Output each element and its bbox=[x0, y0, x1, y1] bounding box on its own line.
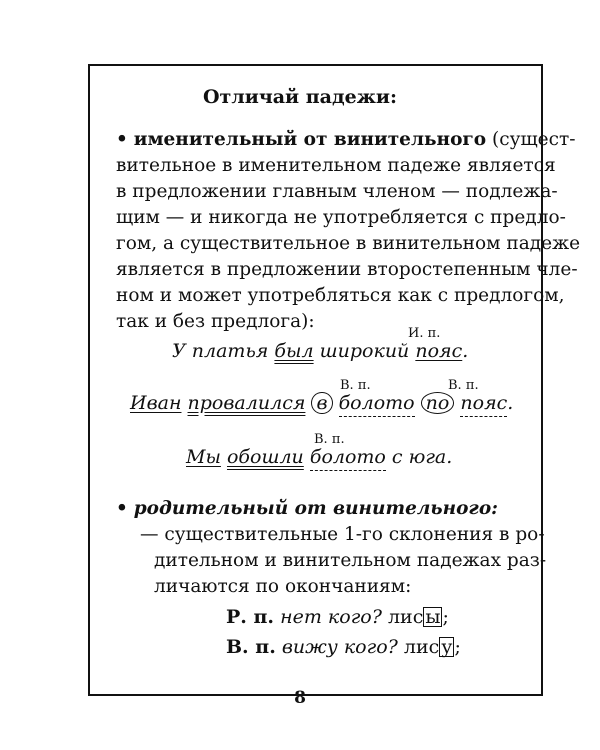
text-line: гом, а существительное в винительном падеже bbox=[116, 233, 581, 254]
section1-first-line: • именительный от винительного (сущест- bbox=[116, 129, 576, 150]
example-accusative: В. п. вижу кого? лис у ; bbox=[226, 636, 461, 658]
subject-word: Иван bbox=[130, 392, 182, 414]
predicate-word: обошли bbox=[226, 446, 304, 468]
ending-box: у bbox=[441, 636, 453, 658]
object-word: пояс bbox=[460, 392, 507, 417]
example-sentence-3: Мы обошли болото с юга. bbox=[186, 446, 452, 468]
object-word: болото bbox=[310, 446, 386, 471]
section2-heading-line bbox=[116, 496, 526, 522]
section2-heading: родительный от винительного: bbox=[133, 498, 498, 519]
case-label-acc-2: В. п. bbox=[448, 378, 479, 393]
text-line: является в предложении второстепенным чле- bbox=[116, 259, 578, 280]
section2-text bbox=[140, 522, 547, 600]
section1-paragraph bbox=[116, 127, 581, 335]
subject-word: Мы bbox=[186, 446, 221, 468]
predicate-word: провалился bbox=[187, 392, 306, 414]
page-number: 8 bbox=[294, 688, 306, 708]
preposition-circled: по bbox=[421, 392, 455, 414]
case-label-acc-1: В. п. bbox=[340, 378, 371, 393]
ending-box: ы bbox=[425, 606, 441, 628]
subject-word: пояс bbox=[415, 340, 463, 362]
page-title: Отличай падежи: bbox=[203, 86, 397, 108]
text-line: вительное в именительном падеже является bbox=[116, 155, 556, 176]
text-line: так и без предлога): bbox=[116, 311, 315, 332]
section2-paragraph bbox=[116, 496, 526, 522]
section1-heading: именительный от винительного bbox=[133, 129, 487, 150]
text-line: дительном и винительном падежах раз- bbox=[154, 550, 547, 571]
predicate-word: был bbox=[274, 340, 314, 362]
case-label-nom: И. п. bbox=[408, 326, 441, 341]
text-line: в предложении главным членом — подлежа- bbox=[116, 181, 558, 202]
case-label-acc-3: В. п. bbox=[314, 432, 345, 447]
bullet-1: • bbox=[116, 129, 128, 150]
text-line: ном и может употребляться как с предлогом, bbox=[116, 285, 565, 306]
example-sentence-1: У платья был широкий пояс. bbox=[172, 340, 469, 362]
preposition-circled: в bbox=[311, 392, 332, 414]
object-word: болото bbox=[339, 392, 415, 417]
example-sentence-2: Иван провалился в болото по пояс. bbox=[130, 392, 513, 414]
text-line: личаются по окончаниям: bbox=[154, 576, 412, 597]
text-line: щим — и никогда не употребляется с предло- bbox=[116, 207, 566, 228]
text-line: — существительные 1-го склонения в ро- bbox=[140, 524, 545, 545]
bullet-2: • bbox=[116, 498, 128, 519]
example-genitive: Р. п. нет кого? лис ы ; bbox=[226, 606, 449, 628]
